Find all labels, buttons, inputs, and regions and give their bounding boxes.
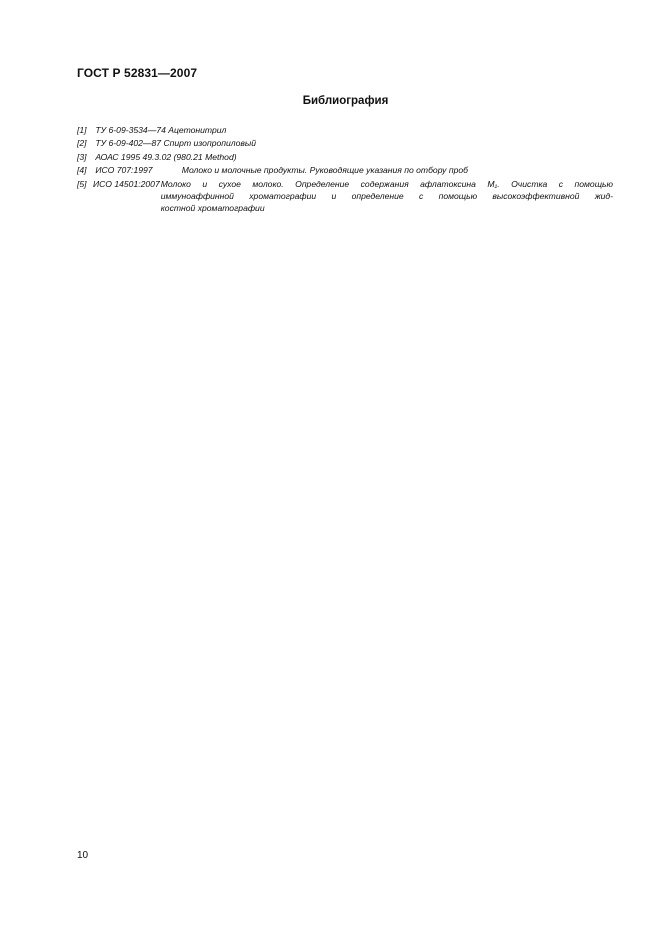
section-title: Библиография xyxy=(302,95,389,107)
bibliography-title xyxy=(161,178,613,215)
bibliography-title-line: Молоко и сухое молоко. Определение содержания афлатоксина М₁. Очистка с помощью xyxy=(160,178,613,189)
bibliography-number: [3] xyxy=(77,151,87,162)
bibliography-code: ТУ 6-09-3534—74 xyxy=(95,125,166,135)
bibliography-number: [5] xyxy=(77,178,87,189)
bibliography-list xyxy=(77,124,613,214)
page-number: 10 xyxy=(77,850,89,861)
document-code: ГОСТ Р 52831—2007 xyxy=(77,66,198,80)
bibliography-title: Ацетонитрил xyxy=(168,125,227,135)
bibliography-entry-1 xyxy=(77,124,613,136)
bibliography-number: [4] xyxy=(77,165,87,176)
bibliography-number: [1] xyxy=(77,125,87,135)
bibliography-code: ТУ 6-09-402—87 xyxy=(95,138,162,149)
bibliography-title-line: иммуноаффинной хроматографии и определение с помощью высокоэффективной жид- xyxy=(160,190,613,201)
bibliography-number: [2] xyxy=(77,138,87,149)
bibliography-title: Спирт изопропиловый xyxy=(163,138,256,149)
bibliography-entry-2 xyxy=(77,137,613,149)
bibliography-entry-4 xyxy=(77,164,613,176)
bibliography-code: ИСО 14501:2007 xyxy=(93,178,160,189)
bibliography-entry-5 xyxy=(77,178,613,215)
bibliography-title-line: костной хроматографии xyxy=(160,203,265,214)
bibliography-entry-3 xyxy=(77,151,613,163)
bibliography-code: ИСО 707:1997 xyxy=(95,165,153,176)
bibliography-code: АОАС 1995 49.3.02 (980.21 Method) xyxy=(95,151,237,162)
bibliography-title: Молоко и молочные продукты. Руководящие указания по отбору проб xyxy=(181,165,468,176)
